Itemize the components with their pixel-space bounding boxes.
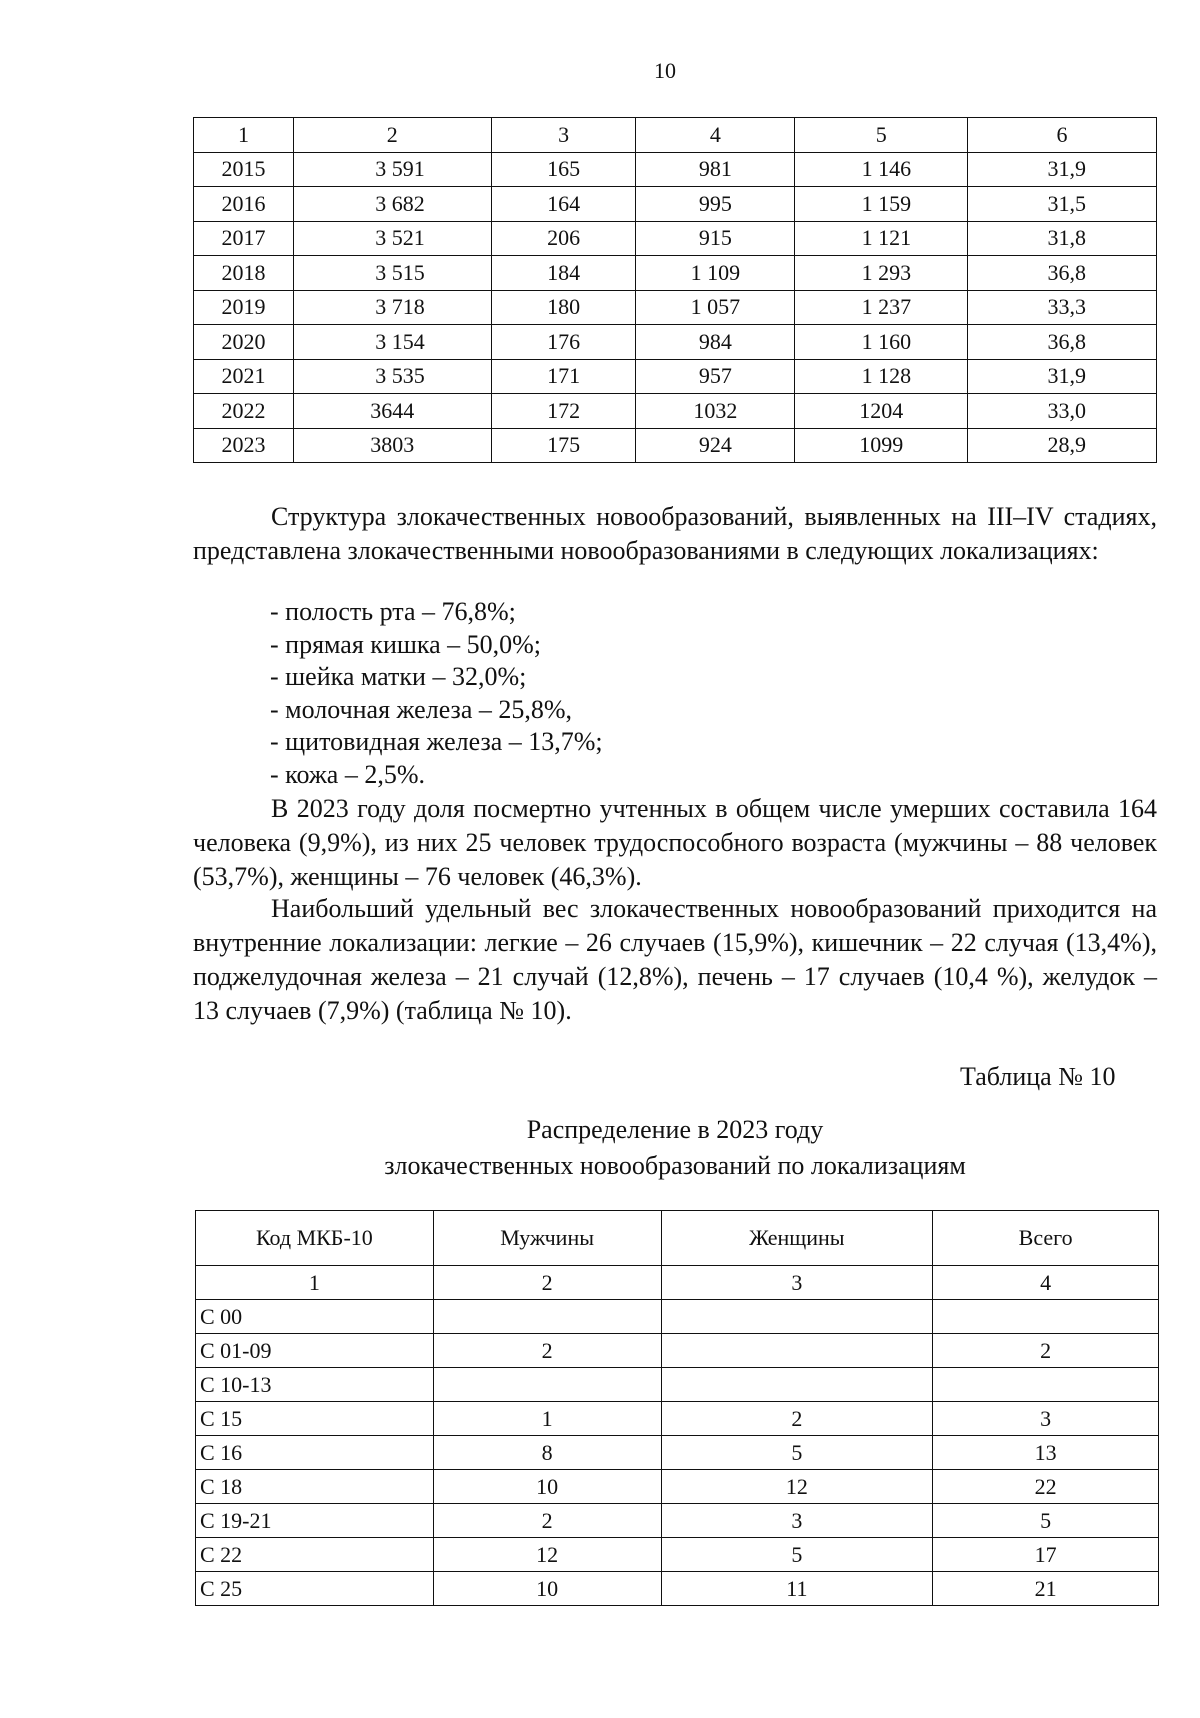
table-cell: 3 521 — [293, 221, 491, 256]
table-row — [196, 1368, 1159, 1402]
table-cell: 33,0 — [968, 394, 1157, 429]
table-10-header-row — [196, 1211, 1159, 1266]
table-9-header-cell: 2 — [293, 118, 491, 153]
table-cell: 165 — [491, 152, 636, 187]
table-cell: 981 — [636, 152, 795, 187]
table-row — [194, 290, 1157, 325]
table-10-label: Таблица № 10 — [960, 1062, 1116, 1091]
icd-code-cell: С 00 — [196, 1300, 434, 1334]
table-cell: 31,9 — [968, 359, 1157, 394]
icd-code-cell: С 15 — [196, 1402, 434, 1436]
table-cell: 206 — [491, 221, 636, 256]
table-cell: 1 121 — [795, 221, 968, 256]
list-item: - прямая кишка – 50,0%; — [270, 629, 542, 659]
paragraph-internal-localizations: Наибольший удельный вес злокачественных новообразований приходится на внутренние локализации: легкие – 26 случаев (15,9%), кишечник – 22 случая (13,4%), поджелудочная железа – 21 случай (12,8%), печень – 17 случаев (10,4 %), желудок – 13 случаев (7,9%) (таблица № 10). — [193, 894, 1157, 1025]
icd-code-cell: С 22 — [196, 1538, 434, 1572]
table-cell: 1 160 — [795, 325, 968, 360]
table-cell: 5 — [933, 1504, 1159, 1538]
icd-code-cell: С 18 — [196, 1470, 434, 1504]
table-cell: 11 — [661, 1572, 933, 1606]
table-cell: 12 — [661, 1470, 933, 1504]
table-cell: 3 — [933, 1402, 1159, 1436]
table-cell: 28,9 — [968, 428, 1157, 463]
localization-list — [270, 596, 603, 791]
column-header-total: Всего — [933, 1211, 1159, 1266]
table-row — [196, 1300, 1159, 1334]
table-cell: 3 718 — [293, 290, 491, 325]
table-cell: 2018 — [194, 256, 294, 291]
column-header-icd-code: Код МКБ-10 — [196, 1211, 434, 1266]
table-cell: 12 — [433, 1538, 661, 1572]
table-row — [196, 1538, 1159, 1572]
column-number: 1 — [196, 1266, 434, 1300]
table-cell: 3803 — [293, 428, 491, 463]
table-cell: 10 — [433, 1470, 661, 1504]
table-cell: 1 146 — [795, 152, 968, 187]
column-number: 2 — [433, 1266, 661, 1300]
table-cell: 1 237 — [795, 290, 968, 325]
table-row — [196, 1334, 1159, 1368]
table-cell: 984 — [636, 325, 795, 360]
table-row — [196, 1436, 1159, 1470]
table-row — [194, 152, 1157, 187]
table-cell: 957 — [636, 359, 795, 394]
table-row — [194, 325, 1157, 360]
table-row — [194, 394, 1157, 429]
table-cell: 1 159 — [795, 187, 968, 222]
list-item: - молочная железа – 25,8%, — [270, 694, 573, 724]
table-cell: 3 154 — [293, 325, 491, 360]
table-10-caption-line: Распределение в 2023 году — [526, 1115, 824, 1144]
table-9-header-cell: 6 — [968, 118, 1157, 153]
table-cell: 2 — [433, 1334, 661, 1368]
column-number: 3 — [661, 1266, 933, 1300]
table-cell: 3 535 — [293, 359, 491, 394]
table-row — [194, 428, 1157, 463]
table-cell: 995 — [636, 187, 795, 222]
table-cell: 31,5 — [968, 187, 1157, 222]
table-cell: 924 — [636, 428, 795, 463]
table-cell: 1 293 — [795, 256, 968, 291]
table-9-header-cell: 5 — [795, 118, 968, 153]
table-cell — [433, 1368, 661, 1402]
table-cell: 3 515 — [293, 256, 491, 291]
table-cell: 1 128 — [795, 359, 968, 394]
icd-code-cell: С 19-21 — [196, 1504, 434, 1538]
table-cell: 36,8 — [968, 256, 1157, 291]
table-cell — [933, 1368, 1159, 1402]
table-cell — [661, 1300, 933, 1334]
table-10-number-row — [196, 1266, 1159, 1300]
table-cell: 3 591 — [293, 152, 491, 187]
list-item: - полость рта – 76,8%; — [270, 597, 516, 626]
table-cell: 1099 — [795, 428, 968, 463]
table-cell: 5 — [661, 1436, 933, 1470]
table-cell: 17 — [933, 1538, 1159, 1572]
table-cell: 2022 — [194, 394, 294, 429]
table-row — [194, 187, 1157, 222]
table-cell: 8 — [433, 1436, 661, 1470]
table-cell: 1 109 — [636, 256, 795, 291]
table-cell: 3 — [661, 1504, 933, 1538]
column-number: 4 — [933, 1266, 1159, 1300]
icd-code-cell: С 10-13 — [196, 1368, 434, 1402]
table-cell: 2016 — [194, 187, 294, 222]
table-cell — [933, 1300, 1159, 1334]
table-cell: 3 682 — [293, 187, 491, 222]
table-9-header-cell: 3 — [491, 118, 636, 153]
table-cell: 2015 — [194, 152, 294, 187]
table-10-caption-line: злокачественных новообразований по локализациям — [384, 1151, 966, 1180]
table-cell: 184 — [491, 256, 636, 291]
table-cell: 2017 — [194, 221, 294, 256]
table-cell: 31,8 — [968, 221, 1157, 256]
table-cell: 1204 — [795, 394, 968, 429]
table-cell: 2021 — [194, 359, 294, 394]
table-cell — [433, 1300, 661, 1334]
table-9-header-row — [194, 118, 1157, 153]
table-row — [196, 1470, 1159, 1504]
column-header-women: Женщины — [661, 1211, 933, 1266]
table-cell — [661, 1368, 933, 1402]
list-item: - шейка матки – 32,0%; — [270, 662, 527, 691]
table-cell: 2 — [433, 1504, 661, 1538]
table-10-caption — [193, 1112, 1157, 1184]
table-row — [194, 256, 1157, 291]
table-cell: 164 — [491, 187, 636, 222]
table-cell: 1 — [433, 1402, 661, 1436]
table-cell: 1 057 — [636, 290, 795, 325]
table-cell: 175 — [491, 428, 636, 463]
table-9-header-cell: 1 — [194, 118, 294, 153]
table-cell: 2023 — [194, 428, 294, 463]
page-number: 10 — [654, 58, 676, 83]
list-item: - кожа – 2,5%. — [270, 759, 425, 789]
table-9-header-cell: 4 — [636, 118, 795, 153]
table-cell: 2019 — [194, 290, 294, 325]
table-row — [196, 1572, 1159, 1606]
table-cell: 176 — [491, 325, 636, 360]
table-cell: 2 — [933, 1334, 1159, 1368]
table-cell: 171 — [491, 359, 636, 394]
table-row — [194, 221, 1157, 256]
column-header-men: Мужчины — [433, 1211, 661, 1266]
table-cell: 31,9 — [968, 152, 1157, 187]
table-cell: 172 — [491, 394, 636, 429]
table-cell: 2020 — [194, 325, 294, 360]
table-9 — [193, 117, 1157, 463]
paragraph-posthumous: В 2023 году доля посмертно учтенных в общем числе умерших составила 164 человека (9,9%), из них 25 человек трудоспособного возраста (мужчины – 88 человек (53,7%), женщины – 76 человек (46,3%). — [193, 794, 1157, 891]
icd-code-cell: С 25 — [196, 1572, 434, 1606]
paragraph-structure: Структура злокачественных новообразований, выявленных на III–IV стадиях, представлена злокачественными новообразованиями в следующих локализациях: — [193, 502, 1157, 565]
icd-code-cell: С 16 — [196, 1436, 434, 1470]
table-10 — [195, 1210, 1159, 1606]
table-cell: 36,8 — [968, 325, 1157, 360]
table-cell: 33,3 — [968, 290, 1157, 325]
table-cell: 2 — [661, 1402, 933, 1436]
table-cell: 3644 — [293, 394, 491, 429]
list-item: - щитовидная железа – 13,7%; — [270, 727, 603, 756]
table-cell: 10 — [433, 1572, 661, 1606]
table-cell — [661, 1334, 933, 1368]
table-cell: 5 — [661, 1538, 933, 1572]
icd-code-cell: С 01-09 — [196, 1334, 434, 1368]
table-cell: 915 — [636, 221, 795, 256]
table-cell: 1032 — [636, 394, 795, 429]
table-cell: 180 — [491, 290, 636, 325]
table-row — [194, 359, 1157, 394]
table-row — [196, 1504, 1159, 1538]
table-cell: 22 — [933, 1470, 1159, 1504]
table-cell: 13 — [933, 1436, 1159, 1470]
table-cell: 21 — [933, 1572, 1159, 1606]
table-row — [196, 1402, 1159, 1436]
